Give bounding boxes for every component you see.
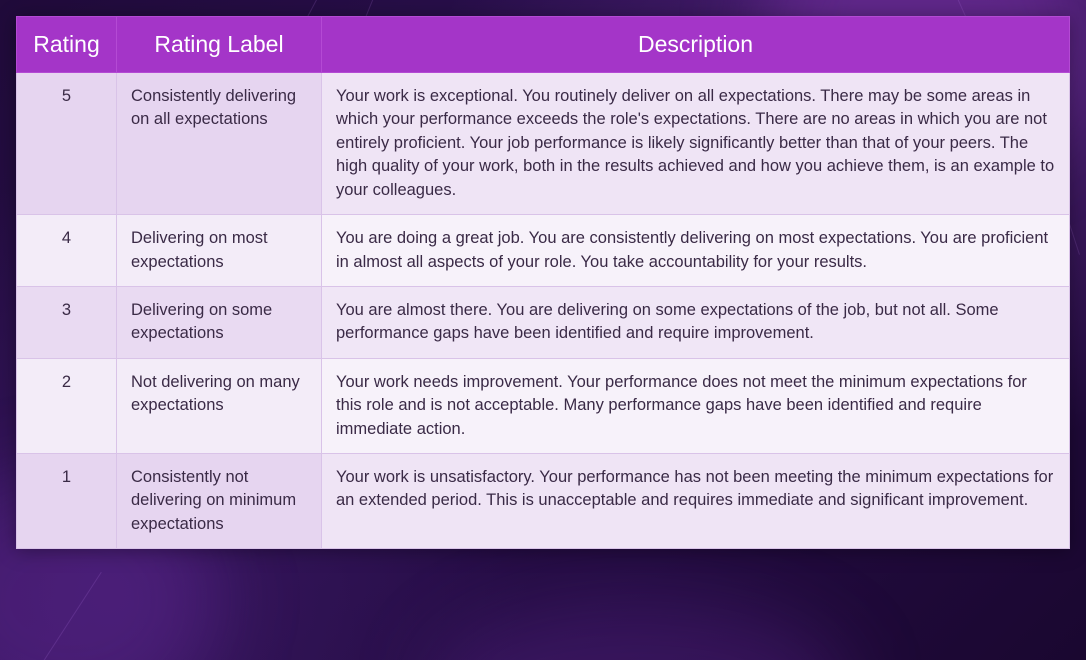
table-row [17, 358, 1070, 453]
cell-rating: 1 [17, 454, 117, 549]
cell-description: Your work is exceptional. You routinely deliver on all expectations. There may be some areas in which your performance exceeds the role's expectations. There are no areas in which you are not entirely proficient. Your job performance is likely significantly better than that of your peers. The high quality of your work, both in the results achieved and how you achieve them, is an example to your colleagues. [322, 73, 1070, 215]
cell-rating-label: Not delivering on many expectations [117, 358, 322, 453]
table-row [17, 73, 1070, 215]
cell-description: You are doing a great job. You are consistently delivering on most expectations. You are proficient in almost all aspects of your role. You take accountability for your results. [322, 215, 1070, 287]
cell-rating-label: Consistently not delivering on minimum expectations [117, 454, 322, 549]
decorative-line-5 [19, 572, 102, 660]
cell-description: Your work is unsatisfactory. Your performance has not been meeting the minimum expectations for an extended period. This is unacceptable and requires immediate and significant improvement. [322, 454, 1070, 549]
background-glow-bottom-center [430, 600, 850, 660]
table-row [17, 454, 1070, 549]
cell-rating: 5 [17, 73, 117, 215]
column-header-description: Description [322, 17, 1070, 73]
rating-scale-table [16, 16, 1070, 549]
table-row [17, 215, 1070, 287]
table-row [17, 286, 1070, 358]
column-header-rating-label: Rating Label [117, 17, 322, 73]
table-header-row [17, 17, 1070, 73]
cell-rating: 3 [17, 286, 117, 358]
cell-rating-label: Delivering on some expectations [117, 286, 322, 358]
table-header [17, 17, 1070, 73]
cell-rating: 4 [17, 215, 117, 287]
cell-description: You are almost there. You are delivering on some expectations of the job, but not all. Some performance gaps have been identified and require improvement. [322, 286, 1070, 358]
table-body [17, 73, 1070, 549]
cell-rating: 2 [17, 358, 117, 453]
cell-rating-label: Delivering on most expectations [117, 215, 322, 287]
cell-rating-label: Consistently delivering on all expectations [117, 73, 322, 215]
rating-table-container [16, 16, 1070, 549]
column-header-rating: Rating [17, 17, 117, 73]
cell-description: Your work needs improvement. Your performance does not meet the minimum expectations for this role and is not acceptable. Many performance gaps have been identified and require immediate action. [322, 358, 1070, 453]
